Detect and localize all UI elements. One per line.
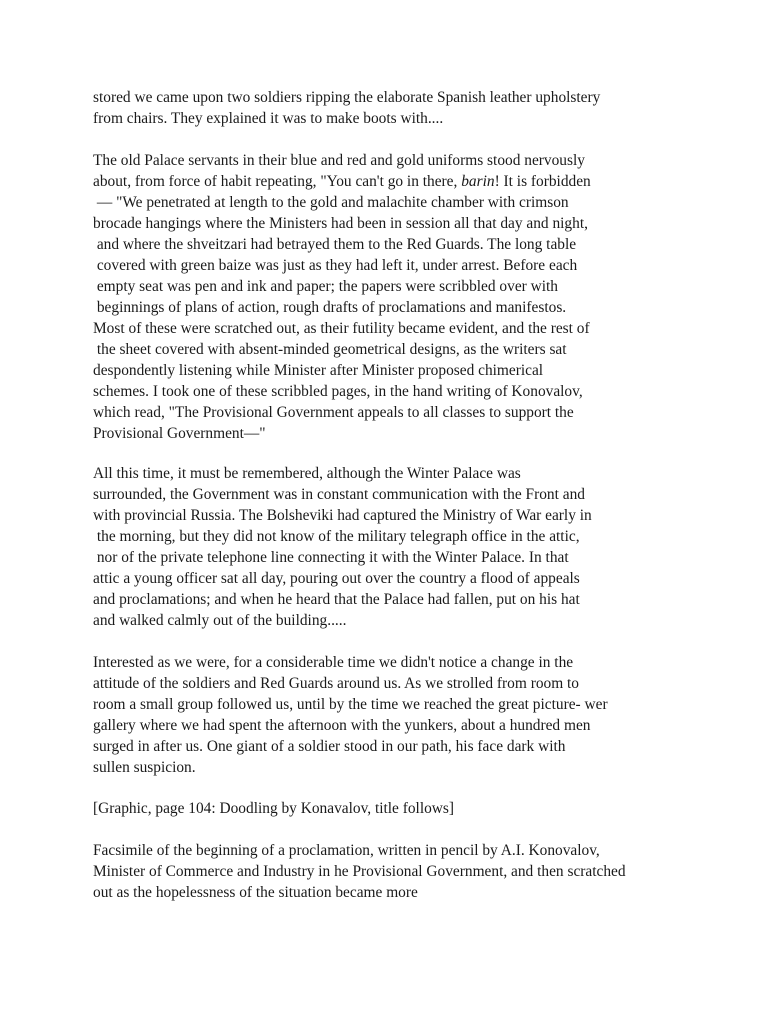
text-line: Minister of Commerce and Industry in he Provisional Government, and then scratched	[93, 863, 626, 880]
text-span: about, from force of habit repeating, "You can't go in there,	[93, 173, 462, 190]
text-line: surrounded, the Government was in constant communication with the Front and	[93, 486, 585, 503]
text-line: room a small group followed us, until by the time we reached the great picture- wer	[93, 696, 608, 713]
text-line: brocade hangings where the Ministers had been in session all that day and night,	[93, 215, 588, 232]
text-line: out as the hopelessness of the situation became more	[93, 884, 418, 901]
text-line: the morning, but they did not know of the military telegraph office in the attic,	[93, 528, 580, 545]
text-line: sullen suspicion.	[93, 759, 196, 776]
text-line: attic a young officer sat all day, pouring out over the country a flood of appeals	[93, 570, 580, 587]
text-span: ! It is forbidden	[494, 173, 591, 190]
text-line: beginnings of plans of action, rough drafts of proclamations and manifestos.	[93, 299, 567, 316]
text-line: Most of these were scratched out, as their futility became evident, and the rest of	[93, 320, 590, 337]
text-line: Facsimile of the beginning of a proclamation, written in pencil by A.I. Konovalov,	[93, 842, 600, 859]
italic-word: barin	[461, 173, 495, 190]
graphic-caption-line: [Graphic, page 104: Doodling by Konavalov, title follows]	[93, 800, 455, 817]
text-line: with provincial Russia. The Bolsheviki had captured the Ministry of War early in	[93, 507, 592, 524]
text-line-with-italic	[93, 171, 591, 192]
text-line: attitude of the soldiers and Red Guards around us. As we strolled from room to	[93, 675, 579, 692]
text-line: covered with green baize was just as they had left it, under arrest. Before each	[93, 257, 578, 274]
text-line: surged in after us. One giant of a soldier stood in our path, his face dark with	[93, 738, 566, 755]
text-line: and where the shveitzari had betrayed them to the Red Guards. The long table	[93, 236, 577, 253]
text-line: the sheet covered with absent-minded geometrical designs, as the writers sat	[93, 341, 567, 358]
text-line: empty seat was pen and ink and paper; the papers were scribbled over with	[93, 278, 558, 295]
text-line: despondently listening while Minister after Minister proposed chimerical	[93, 362, 544, 379]
text-line: All this time, it must be remembered, although the Winter Palace was	[93, 465, 521, 482]
text-line: The old Palace servants in their blue and red and gold uniforms stood nervously	[93, 152, 585, 169]
text-line: and proclamations; and when he heard that the Palace had fallen, put on his hat	[93, 591, 580, 608]
text-line: which read, "The Provisional Government appeals to all classes to support the	[93, 404, 574, 421]
text-line: stored we came upon two soldiers ripping the elaborate Spanish leather upholstery	[93, 89, 601, 106]
text-line: and walked calmly out of the building.....	[93, 612, 347, 629]
text-line: — "We penetrated at length to the gold and malachite chamber with crimson	[93, 194, 569, 211]
text-line: gallery where we had spent the afternoon with the yunkers, about a hundred men	[93, 717, 591, 734]
text-line: nor of the private telephone line connecting it with the Winter Palace. In that	[93, 549, 569, 566]
text-line: from chairs. They explained it was to make boots with....	[93, 110, 444, 127]
text-line: Provisional Government—"	[93, 425, 266, 442]
text-line: schemes. I took one of these scribbled pages, in the hand writing of Konovalov,	[93, 383, 583, 400]
text-line: Interested as we were, for a considerable time we didn't notice a change in the	[93, 654, 574, 671]
